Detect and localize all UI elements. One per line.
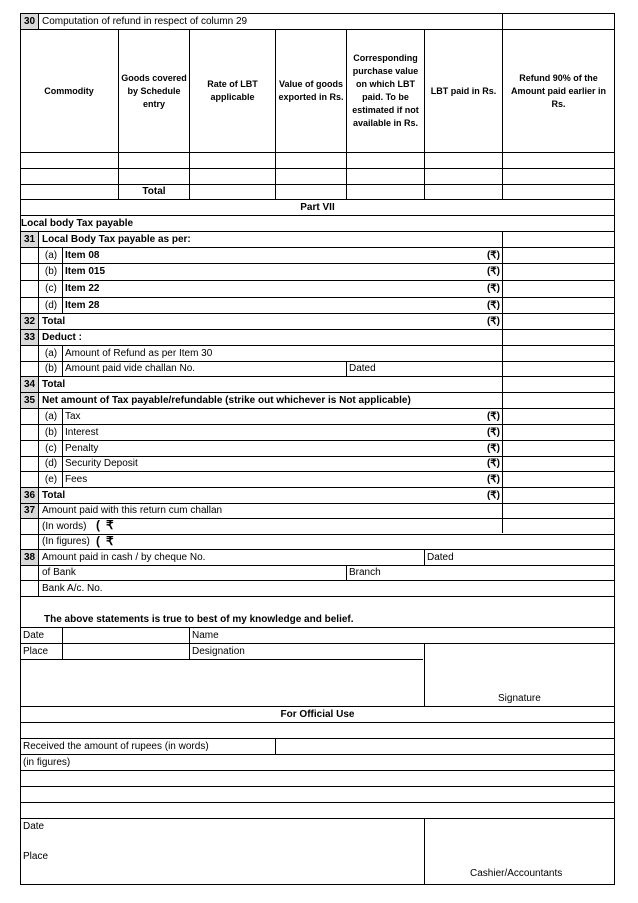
section-30-number: 30 xyxy=(21,14,38,29)
item-code: (a) xyxy=(44,411,58,422)
header-schedule-entry: Goods covered by Schedule entry xyxy=(121,72,187,109)
rupee-marker: (₹) xyxy=(486,316,500,327)
rupee-marker: (₹) xyxy=(486,300,500,311)
open-paren: ( xyxy=(96,518,100,532)
section-35-number: 35 xyxy=(21,393,38,408)
rupee-marker: (₹) xyxy=(486,411,500,422)
section-title: Local body Tax payable xyxy=(21,218,134,229)
in-words-label: (In words) xyxy=(42,521,87,532)
section-31-label: Local Body Tax payable as per: xyxy=(42,234,191,245)
section-34-number: 34 xyxy=(21,377,38,392)
declaration-text: The above statements is true to best of my knowledge and belief. xyxy=(44,614,354,625)
section-36-number: 36 xyxy=(21,488,38,503)
item-code: (d) xyxy=(44,458,58,469)
official-place-label: Place xyxy=(23,851,49,862)
rupee-icon: ₹ xyxy=(106,518,114,532)
item-code: (e) xyxy=(44,474,58,485)
section-37-number: 37 xyxy=(21,504,38,518)
open-paren: ( xyxy=(96,534,100,548)
section-32-label: Total xyxy=(42,316,66,327)
section-36-label: Total xyxy=(42,490,66,501)
rupee-marker: (₹) xyxy=(486,474,500,485)
section-35-label: Net amount of Tax payable/refundable (strike out whichever is Not applicable) xyxy=(42,395,411,406)
item-code: (d) xyxy=(44,300,58,311)
section-30-title: Computation of refund in respect of column 29 xyxy=(42,16,248,27)
header-refund: Refund 90% of the Amount paid earlier in Rs. xyxy=(510,72,606,109)
rupee-marker: (₹) xyxy=(486,266,500,277)
dated-label: Dated xyxy=(349,363,376,374)
section-33-label: Deduct : xyxy=(42,332,82,343)
item-code: (c) xyxy=(45,283,57,294)
item-label: Amount paid vide challan No. xyxy=(65,363,196,374)
section-37-label: Amount paid with this return cum challan xyxy=(42,505,223,516)
item-label: Security Deposit xyxy=(65,458,138,469)
rupee-icon: ₹ xyxy=(106,534,114,548)
item-code: (c) xyxy=(45,443,57,454)
cashier-label: Cashier/Accountants xyxy=(470,868,563,879)
item-label: Interest xyxy=(65,427,99,438)
official-date-label: Date xyxy=(23,821,45,832)
section-32-number: 32 xyxy=(21,314,38,329)
rupee-marker: (₹) xyxy=(486,250,500,261)
item-code: (b) xyxy=(44,266,58,277)
section-33-number: 33 xyxy=(21,330,38,345)
header-value-exported: Value of goods exported in Rs. xyxy=(278,79,344,102)
section-30-total: Total xyxy=(142,186,166,197)
signature-label: Signature xyxy=(498,693,541,704)
item-label: Item 08 xyxy=(65,250,100,261)
section-34-label: Total xyxy=(42,379,66,390)
section-31-number: 31 xyxy=(21,232,38,247)
section-38-label: Amount paid in cash / by cheque No. xyxy=(42,552,206,563)
header-commodity: Commodity xyxy=(44,85,94,96)
item-label: Fees xyxy=(65,474,88,485)
item-label: Penalty xyxy=(65,443,99,454)
date-label: Date xyxy=(23,630,45,641)
rupee-marker: (₹) xyxy=(486,283,500,294)
rupee-marker: (₹) xyxy=(486,427,500,438)
header-purchase-value: Corresponding purchase value on which LBT paid. To be estimated if not available in Rs. xyxy=(352,53,419,128)
item-label: Item 28 xyxy=(65,300,100,311)
header-lbt-paid: LBT paid in Rs. xyxy=(430,85,497,96)
branch-label: Branch xyxy=(349,567,381,578)
in-figures-label: (In figures) xyxy=(42,536,90,547)
official-use-title: For Official Use xyxy=(280,709,355,720)
cheque-dated-label: Dated xyxy=(427,552,454,563)
account-label: Bank A/c. No. xyxy=(42,583,103,594)
item-label: Item 22 xyxy=(65,283,100,294)
item-label: Amount of Refund as per Item 30 xyxy=(65,348,213,359)
rupee-marker: (₹) xyxy=(486,458,500,469)
received-amount-label: Received the amount of rupees (in words) xyxy=(23,741,209,752)
name-label: Name xyxy=(192,630,219,641)
item-label: Item 015 xyxy=(65,266,106,277)
part-title: Part VII xyxy=(300,202,335,213)
item-code: (a) xyxy=(44,250,58,261)
bank-label: of Bank xyxy=(42,567,76,578)
in-figures-official-label: (in figures) xyxy=(23,757,71,768)
item-code: (b) xyxy=(44,363,58,374)
item-code: (a) xyxy=(44,348,58,359)
designation-label: Designation xyxy=(192,646,245,657)
section-38-number: 38 xyxy=(21,550,38,565)
rupee-marker: (₹) xyxy=(486,490,500,501)
rupee-marker: (₹) xyxy=(486,443,500,454)
item-label: Tax xyxy=(65,411,81,422)
item-code: (b) xyxy=(44,427,58,438)
place-label: Place xyxy=(23,646,49,657)
header-lbt-rate: Rate of LBT applicable xyxy=(207,79,258,102)
